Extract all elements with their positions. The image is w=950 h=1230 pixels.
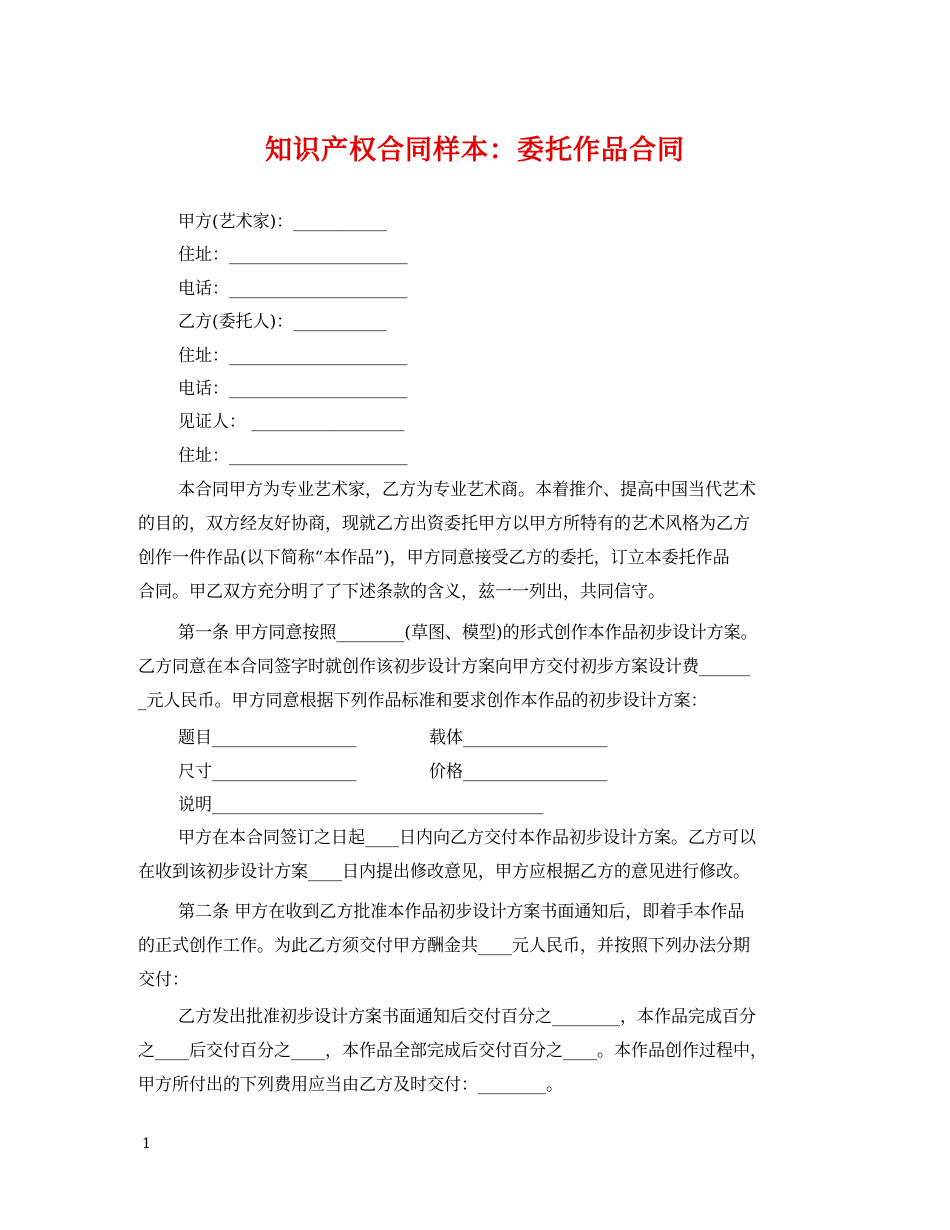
party-b-line: 乙方(委托人)：___________ (178, 312, 387, 332)
article-2-line: 交付： (138, 970, 189, 990)
article-1-line: 第一条 甲方同意按照________(草图、模型)的形式创作本作品初步设计方案。 (178, 623, 758, 643)
size-field: 尺寸_________________ (178, 762, 357, 782)
page-number: 1 (142, 1136, 151, 1152)
document-title: 知识产权合同样本：委托作品合同 (265, 135, 685, 166)
price-field: 价格_________________ (429, 762, 608, 782)
description-field: 说明_______________________________________ (178, 795, 544, 815)
intro-line: 本合同甲方为专业艺术家，乙方为专业艺术商。本着推介、提高中国当代艺术 (178, 480, 756, 500)
payment-line: 乙方发出批准初步设计方案书面通知后交付百分之________，本作品完成百分 (178, 1007, 756, 1027)
party-a-address-line: 住址：_____________________ (178, 245, 408, 265)
intro-line: 创作一件作品(以下简称“本作品”)，甲方同意接受乙方的委托，订立本委托作品 (138, 548, 730, 568)
delivery-line: 在收到该初步设计方案____日内提出修改意见，甲方应根据乙方的意见进行修改。 (138, 862, 750, 882)
article-1-line: _元人民币。甲方同意根据下列作品标准和要求创作本作品的初步设计方案： (138, 691, 708, 711)
article-2-paragraph (138, 895, 818, 997)
witness-address-line: 住址：_____________________ (178, 446, 408, 466)
intro-line: 合同。甲乙双方充分明了了下述条款的含义，兹一一列出，共同信守。 (138, 582, 665, 602)
article-2-line: 第二条 甲方在收到乙方批准本作品初步设计方案书面通知后，即着手本作品 (178, 902, 745, 922)
party-b-phone-line: 电话：_____________________ (178, 379, 408, 399)
intro-line: 的目的，双方经友好协商，现就乙方出资委托甲方以甲方所特有的艺术风格为乙方 (138, 514, 750, 534)
article-1-paragraph (138, 616, 818, 718)
witness-line: 见证人： __________________ (178, 412, 405, 432)
subject-field: 题目_________________ (178, 728, 357, 748)
payment-line: 之____后交付百分之____，本作品全部完成后交付百分之____。本作品创作过程中， (138, 1041, 767, 1061)
payment-line: 甲方所付出的下列费用应当由乙方及时交付：________。 (138, 1075, 563, 1095)
intro-paragraph (138, 473, 818, 609)
medium-field: 载体_________________ (429, 728, 608, 748)
payment-paragraph (138, 1000, 818, 1102)
party-a-phone-line: 电话：_____________________ (178, 279, 408, 299)
delivery-paragraph (138, 821, 818, 889)
article-2-line: 的正式创作工作。为此乙方须交付甲方酬金共____元人民币，并按照下列办法分期 (138, 936, 750, 956)
party-b-address-line: 住址：_____________________ (178, 346, 408, 366)
party-a-line: 甲方(艺术家)：___________ (178, 212, 387, 232)
delivery-line: 甲方在本合同签订之日起____日内向乙方交付本作品初步设计方案。乙方可以 (178, 828, 756, 848)
article-1-line: 乙方同意在本合同签字时就创作该初步设计方案向甲方交付初步方案设计费______ (138, 657, 750, 677)
